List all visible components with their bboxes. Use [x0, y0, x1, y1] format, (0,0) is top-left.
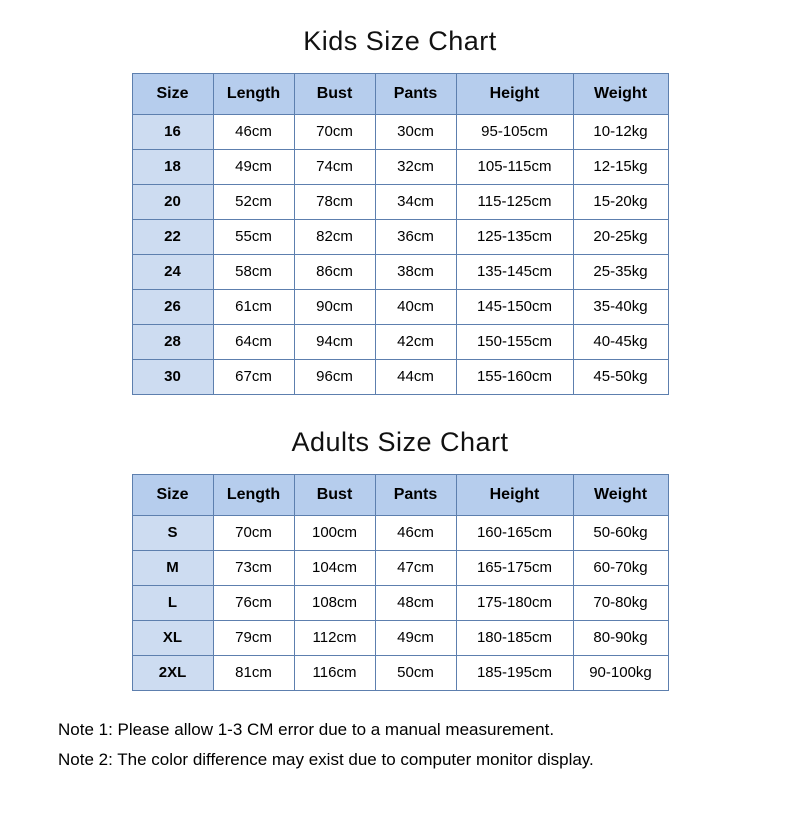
table-cell: 80-90kg	[573, 621, 668, 656]
size-cell: 18	[132, 150, 213, 185]
table-cell: 50cm	[375, 656, 456, 691]
kids-table-wrapper	[0, 73, 800, 395]
table-cell: 165-175cm	[456, 551, 573, 586]
column-header-size: Size	[132, 475, 213, 516]
table-cell: 112cm	[294, 621, 375, 656]
size-cell: L	[132, 586, 213, 621]
column-header-length: Length	[213, 74, 294, 115]
table-cell: 47cm	[375, 551, 456, 586]
table-cell: 64cm	[213, 325, 294, 360]
table-cell: 32cm	[375, 150, 456, 185]
table-cell: 145-150cm	[456, 290, 573, 325]
table-cell: 42cm	[375, 325, 456, 360]
table-cell: 50-60kg	[573, 516, 668, 551]
table-cell: 125-135cm	[456, 220, 573, 255]
table-cell: 86cm	[294, 255, 375, 290]
size-cell: S	[132, 516, 213, 551]
size-cell: 24	[132, 255, 213, 290]
column-header-bust: Bust	[294, 74, 375, 115]
column-header-height: Height	[456, 74, 573, 115]
kids-table-body	[132, 115, 668, 395]
column-header-size: Size	[132, 74, 213, 115]
table-cell: 60-70kg	[573, 551, 668, 586]
table-row	[132, 586, 668, 621]
table-cell: 48cm	[375, 586, 456, 621]
adults-table-header	[132, 475, 668, 516]
adults-table-wrapper	[0, 474, 800, 691]
table-cell: 15-20kg	[573, 185, 668, 220]
table-cell: 90cm	[294, 290, 375, 325]
size-cell: XL	[132, 621, 213, 656]
table-row	[132, 516, 668, 551]
column-header-weight: Weight	[573, 475, 668, 516]
table-cell: 30cm	[375, 115, 456, 150]
table-row	[132, 255, 668, 290]
size-cell: 16	[132, 115, 213, 150]
size-cell: 2XL	[132, 656, 213, 691]
table-row	[132, 115, 668, 150]
column-header-height: Height	[456, 475, 573, 516]
notes-section	[0, 715, 800, 775]
size-cell: 28	[132, 325, 213, 360]
table-cell: 10-12kg	[573, 115, 668, 150]
table-cell: 25-35kg	[573, 255, 668, 290]
table-cell: 82cm	[294, 220, 375, 255]
table-cell: 55cm	[213, 220, 294, 255]
table-cell: 49cm	[375, 621, 456, 656]
table-row	[132, 656, 668, 691]
table-cell: 49cm	[213, 150, 294, 185]
column-header-pants: Pants	[375, 475, 456, 516]
table-header-row	[132, 475, 668, 516]
column-header-weight: Weight	[573, 74, 668, 115]
table-cell: 160-165cm	[456, 516, 573, 551]
table-cell: 79cm	[213, 621, 294, 656]
table-cell: 12-15kg	[573, 150, 668, 185]
table-cell: 70cm	[294, 115, 375, 150]
table-cell: 104cm	[294, 551, 375, 586]
size-cell: M	[132, 551, 213, 586]
table-cell: 67cm	[213, 360, 294, 395]
column-header-bust: Bust	[294, 475, 375, 516]
column-header-length: Length	[213, 475, 294, 516]
table-cell: 35-40kg	[573, 290, 668, 325]
table-cell: 40-45kg	[573, 325, 668, 360]
size-cell: 20	[132, 185, 213, 220]
table-cell: 175-180cm	[456, 586, 573, 621]
table-row	[132, 621, 668, 656]
adults-size-chart-title: Adults Size Chart	[291, 427, 509, 457]
table-cell: 150-155cm	[456, 325, 573, 360]
adults-table-body	[132, 516, 668, 691]
table-cell: 108cm	[294, 586, 375, 621]
table-cell: 70cm	[213, 516, 294, 551]
kids-size-chart-title: Kids Size Chart	[303, 26, 497, 56]
table-cell: 105-115cm	[456, 150, 573, 185]
table-cell: 52cm	[213, 185, 294, 220]
table-cell: 185-195cm	[456, 656, 573, 691]
table-cell: 81cm	[213, 656, 294, 691]
table-cell: 135-145cm	[456, 255, 573, 290]
table-cell: 78cm	[294, 185, 375, 220]
table-cell: 46cm	[375, 516, 456, 551]
note-line-2: Note 2: The color difference may exist due to computer monitor display.	[58, 750, 594, 769]
table-cell: 44cm	[375, 360, 456, 395]
table-cell: 94cm	[294, 325, 375, 360]
table-row	[132, 185, 668, 220]
column-header-pants: Pants	[375, 74, 456, 115]
size-cell: 22	[132, 220, 213, 255]
table-row	[132, 325, 668, 360]
table-cell: 90-100kg	[573, 656, 668, 691]
table-cell: 61cm	[213, 290, 294, 325]
table-cell: 40cm	[375, 290, 456, 325]
table-cell: 38cm	[375, 255, 456, 290]
table-cell: 115-125cm	[456, 185, 573, 220]
table-row	[132, 551, 668, 586]
table-cell: 155-160cm	[456, 360, 573, 395]
size-cell: 26	[132, 290, 213, 325]
table-cell: 46cm	[213, 115, 294, 150]
table-row	[132, 150, 668, 185]
note-line-1: Note 1: Please allow 1-3 CM error due to a manual measurement.	[58, 720, 555, 739]
table-cell: 36cm	[375, 220, 456, 255]
size-chart-page	[0, 26, 800, 826]
table-row	[132, 220, 668, 255]
table-cell: 45-50kg	[573, 360, 668, 395]
table-row	[132, 290, 668, 325]
table-cell: 76cm	[213, 586, 294, 621]
table-cell: 100cm	[294, 516, 375, 551]
table-cell: 180-185cm	[456, 621, 573, 656]
size-cell: 30	[132, 360, 213, 395]
table-cell: 20-25kg	[573, 220, 668, 255]
table-cell: 34cm	[375, 185, 456, 220]
table-cell: 70-80kg	[573, 586, 668, 621]
kids-size-table	[132, 73, 669, 395]
table-cell: 116cm	[294, 656, 375, 691]
kids-table-header	[132, 74, 668, 115]
table-cell: 96cm	[294, 360, 375, 395]
table-cell: 74cm	[294, 150, 375, 185]
table-header-row	[132, 74, 668, 115]
table-row	[132, 360, 668, 395]
table-cell: 58cm	[213, 255, 294, 290]
table-cell: 95-105cm	[456, 115, 573, 150]
table-cell: 73cm	[213, 551, 294, 586]
adults-size-table	[132, 474, 669, 691]
